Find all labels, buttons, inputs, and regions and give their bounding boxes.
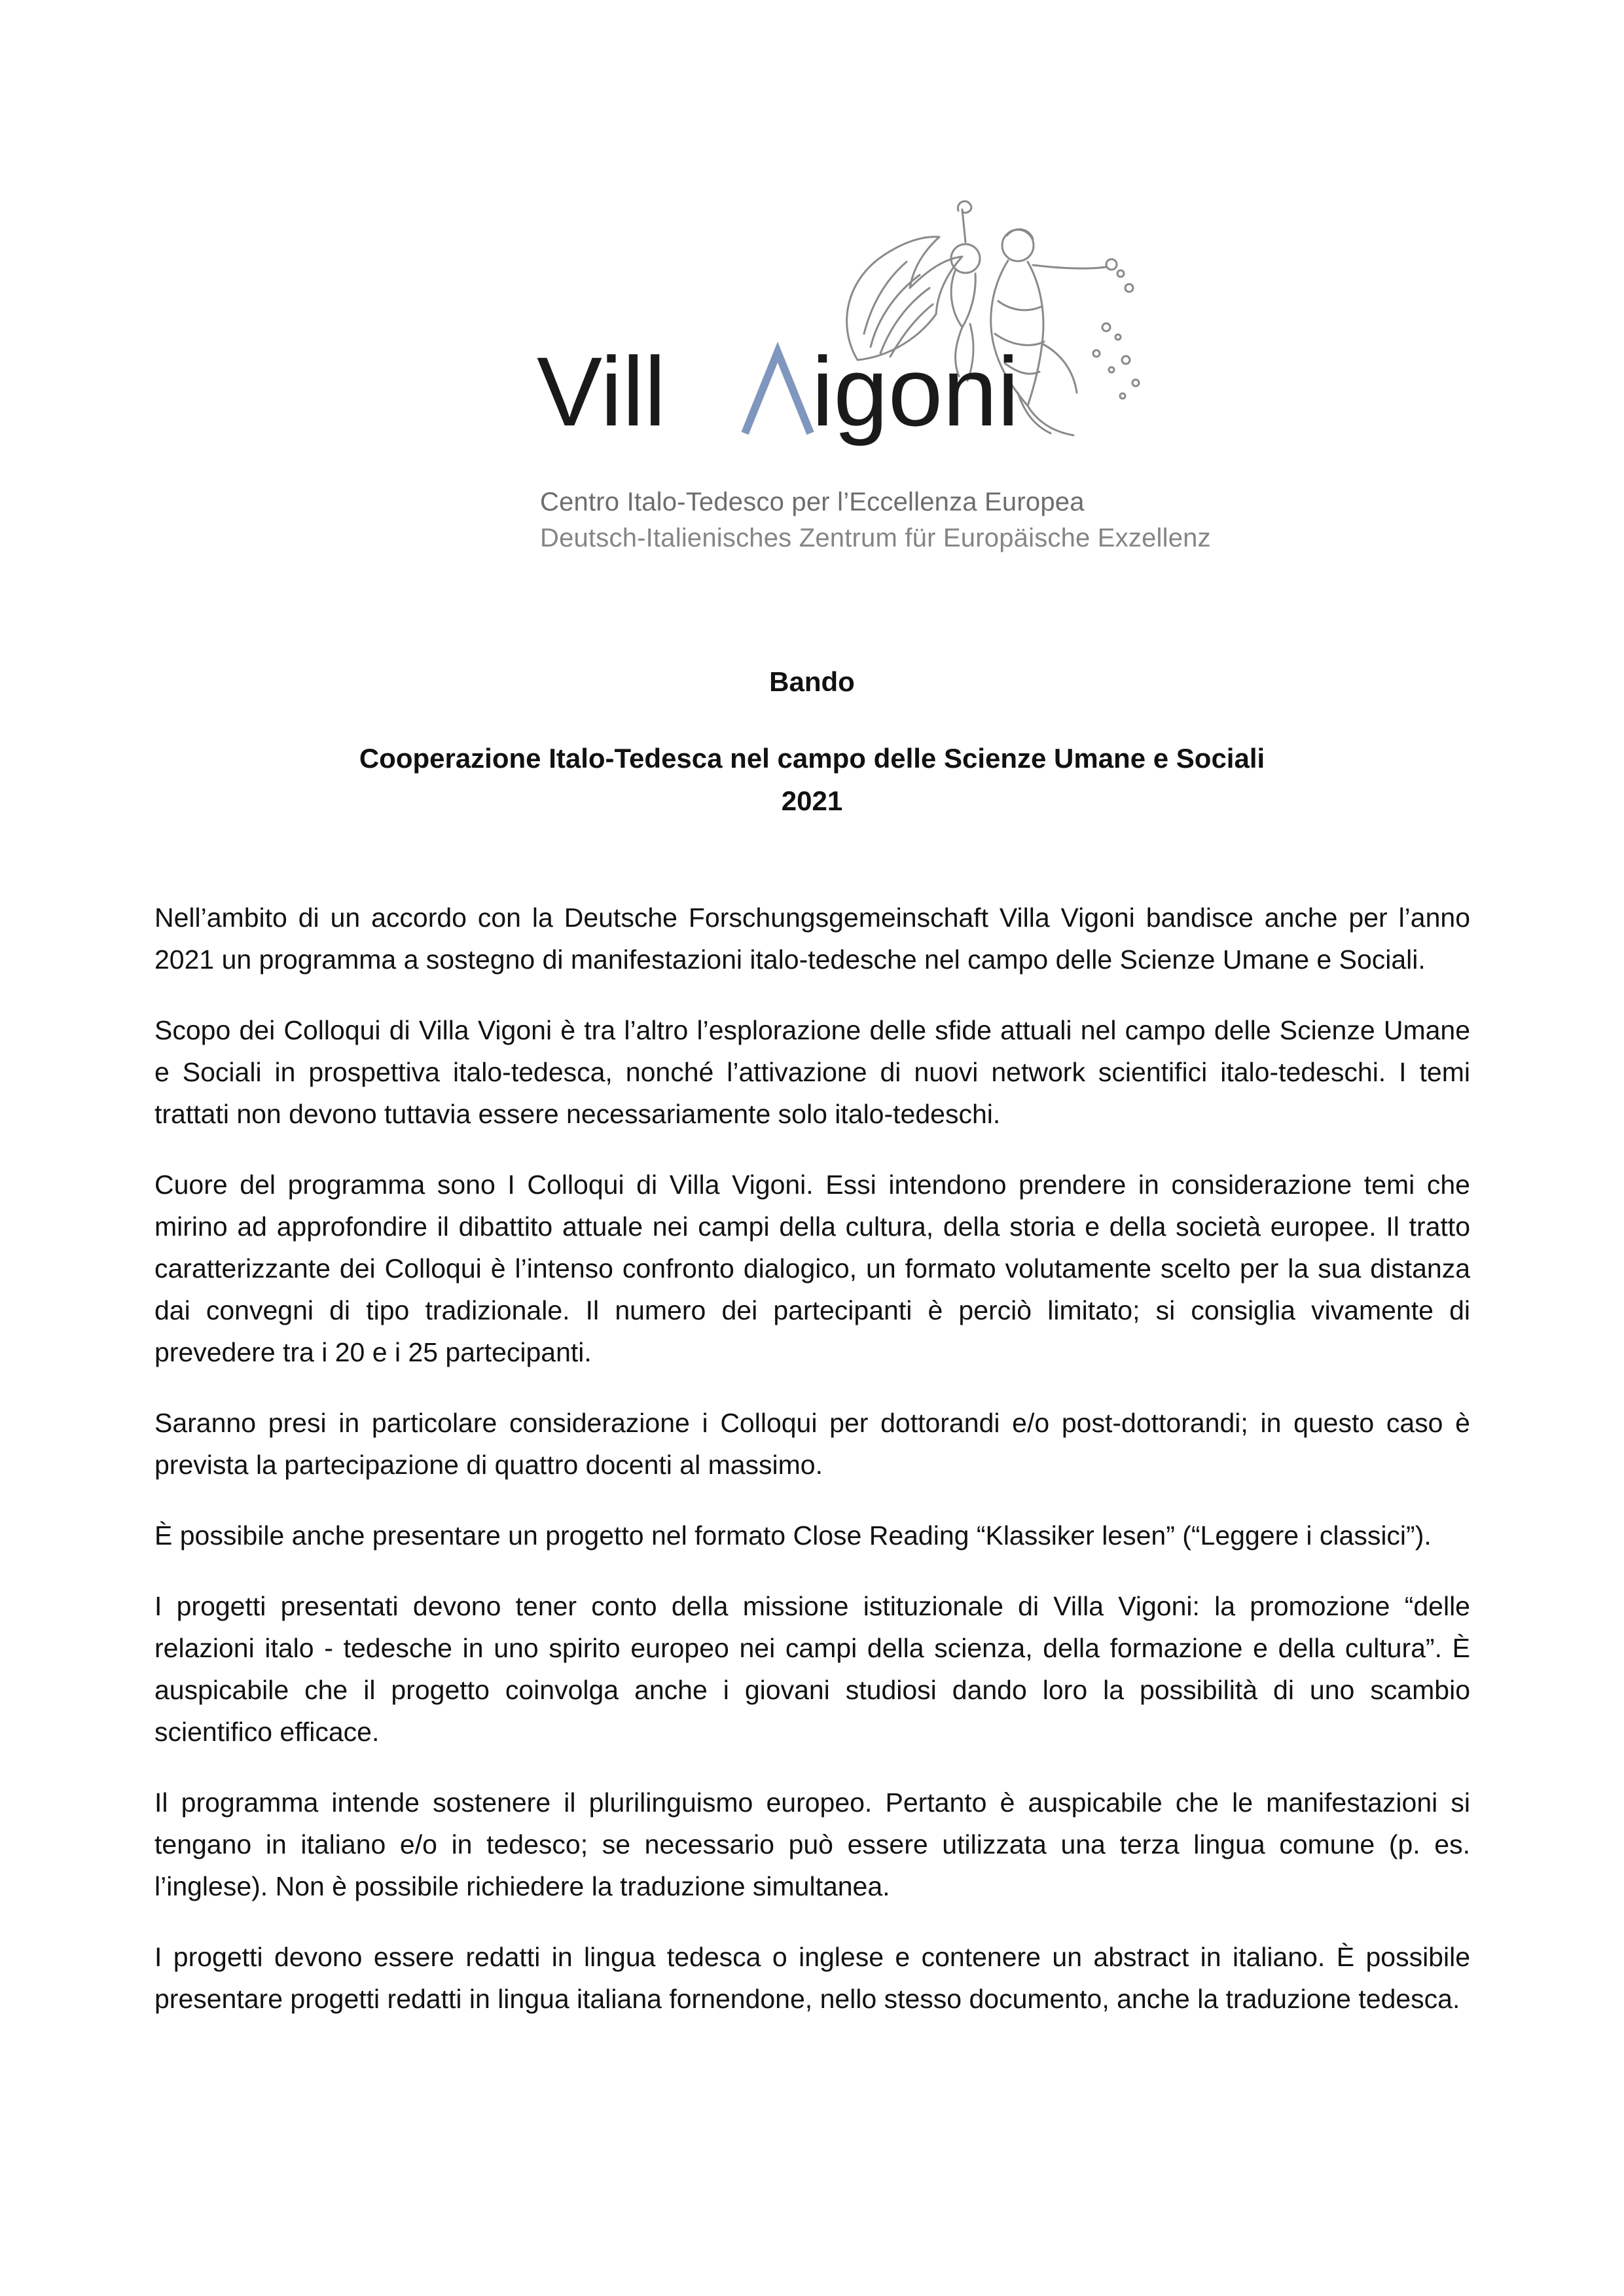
body-paragraph: Saranno presi in particolare considerazione i Colloqui per dottorandi e/o post-dottorandi; in questo caso è prevista la partecipazione di quattro docenti al massimo. bbox=[154, 1408, 1470, 1480]
body-paragraph: Nell’ambito di un accordo con la Deutsche Forschungsgemeinschaft Villa Vigoni bandisce anche per l’anno 2021 un programma a sostegno di manifestazioni italo-tedesche nel campo delle Scienze Umane e Sociali. bbox=[154, 903, 1470, 975]
body-paragraph: I progetti presentati devono tener conto della missione istituzionale di Villa Vigoni: la promozione “delle relazioni italo - tedesche in uno spirito europeo nei campi della scienza, della formazione e della cultura”. È auspicabile che il progetto coinvolga anche i giovani studiosi dando loro la possibilità di uno scambio scientifico efficace. bbox=[154, 1591, 1470, 1747]
villa-vigoni-logo bbox=[537, 196, 1224, 563]
document-year: 2021 bbox=[781, 785, 843, 816]
wordmark-chevron-icon bbox=[745, 352, 810, 433]
document-title: Bando bbox=[769, 666, 855, 697]
body-paragraph: Scopo dei Colloqui di Villa Vigoni è tra l’altro l’esplorazione delle sfide attuali nel campo delle Scienze Umane e Sociali in prospettiva italo-tedesca, nonché l’attivazione di nuovi network scientifici italo-tedeschi. I temi trattati non devono tuttavia essere necessariamente solo italo-tedeschi. bbox=[154, 1015, 1470, 1129]
body-paragraph: Cuore del programma sono I Colloqui di Villa Vigoni. Essi intendono prendere in considerazione temi che mirino ad approfondire il dibattito attuale nei campi della cultura, della storia e della società europee. Il tratto caratterizzante dei Colloqui è l’intenso confronto dialogico, un formato volutamente scelto per la sua distanza dai convegni di tipo tradizionale. Il numero dei partecipanti è perciò limitato; si consiglia vivamente di prevedere tra i 20 e i 25 partecipanti. bbox=[154, 1170, 1470, 1367]
logo-tagline-it: Centro Italo-Tedesco per l’Eccellenza Europea bbox=[540, 488, 1085, 516]
body-paragraph: È possibile anche presentare un progetto nel formato Close Reading “Klassiker lesen” (“Leggere i classici”). bbox=[154, 1520, 1432, 1551]
document-subtitle: Cooperazione Italo-Tedesca nel campo delle Scienze Umane e Sociali bbox=[359, 743, 1265, 774]
body-paragraph: I progetti devono essere redatti in lingua tedesca o inglese e contenere un abstract in italiano. È possibile presentare progetti redatti in lingua italiana fornendone, nello stesso documento, anche la traduzione tedesca. bbox=[154, 1942, 1470, 2014]
wordmark-right: igoni bbox=[812, 336, 1019, 446]
body-paragraph: Il programma intende sostenere il plurilinguismo europeo. Pertanto è auspicabile che le manifestazioni si tengano in italiano e/o in tedesco; se necessario può essere utilizzata una terza lingua comune (p. es. l’inglese). Non è possibile richiedere la traduzione simultanea. bbox=[154, 1787, 1470, 1901]
wordmark-left: Vill bbox=[537, 336, 666, 446]
document-body bbox=[154, 897, 1470, 2049]
logo-tagline-de: Deutsch-Italienisches Zentrum für Europäische Exzellenz bbox=[540, 524, 1211, 552]
logo-wordmark bbox=[537, 336, 1126, 458]
